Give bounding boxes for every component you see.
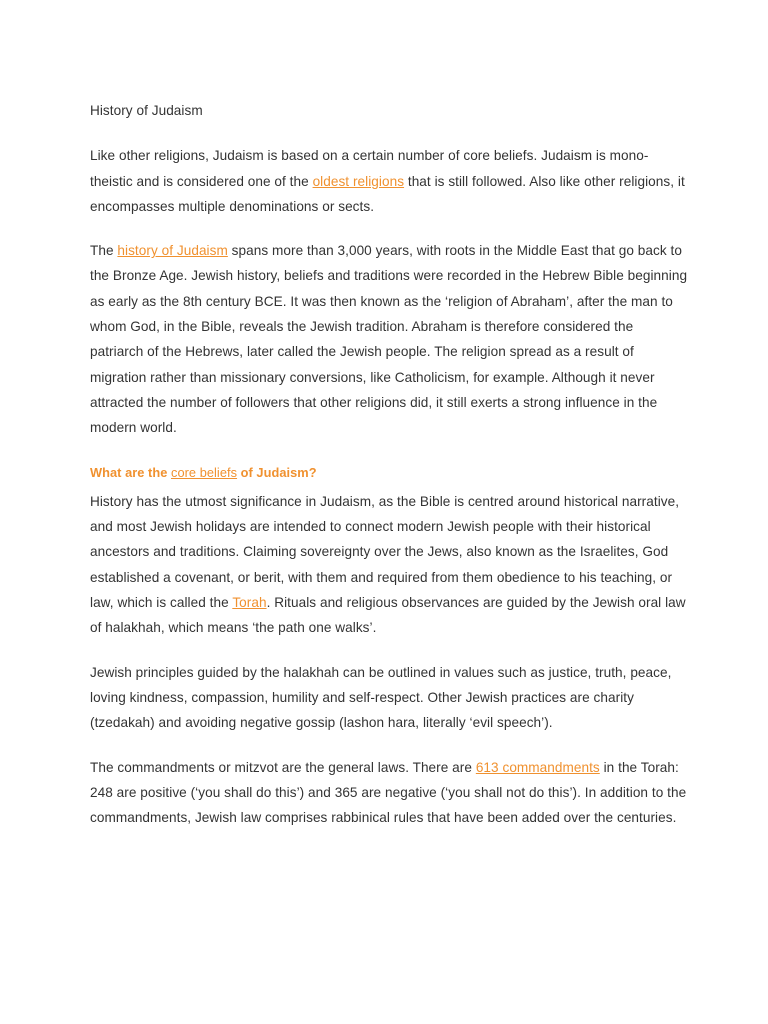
document-title: History of Judaism [90,103,203,118]
paragraph-text: in the Torah: 248 are positive (‘you shall do this’) and 365 are negative (‘you shall not do this’). In addition to the commandments, Jewish law comprises rabbinical rules that have been added over the centuries. [90,759,687,826]
paragraph-text: . Rituals and religious observances are guided by the Jewish oral law of halakhah, which means ‘the path one walks’. [90,595,686,636]
link-oldest-religions[interactable]: oldest religions [312,173,405,189]
paragraph-principles [90,660,690,736]
link-core-beliefs[interactable]: core beliefs [171,464,238,480]
document-body [90,98,690,849]
paragraph-commandments [90,755,690,831]
paragraph-text: that is still followed. Also like other religions, it encompasses multiple denominations or sects. [90,173,685,214]
paragraph-significance [90,489,690,641]
paragraph-history [90,238,690,440]
paragraph-text: Like other religions, Judaism is based on a certain number of core beliefs. Judaism is mono-theistic and is considered one of the [90,148,649,189]
section-heading-core-beliefs [90,460,690,485]
link-torah[interactable]: Torah [232,595,267,611]
heading-text: What are the [90,464,171,480]
heading-text: of Judaism? [237,464,317,480]
paragraph-text: History has the utmost significance in Judaism, as the Bible is centred around historical narrative, and most Jewish holidays are intended to connect modern Jewish people with their historical ancestors and traditions. Claiming sovereignty over the Jews, also known as the Israelites, God established a covenant, or berit, with them and required from them obedience to his teaching, or law, which is called the [90,493,680,611]
paragraph-text: The [90,243,118,259]
paragraph-text: The commandments or mitzvot are the general laws. There are [90,759,476,775]
paragraph-intro [90,143,690,219]
paragraph-text: Jewish principles guided by the halakhah can be outlined in values such as justice, truth, peace, loving kindness, compassion, humility and self-respect. Other Jewish practices are charity (tzedakah) and avoiding negative gossip (lashon hara, literally ‘evil speech’). [90,664,672,731]
link-history-of-judaism[interactable]: history of Judaism [117,243,228,259]
paragraph-text: spans more than 3,000 years, with roots in the Middle East that go back to the Bronze Age. Jewish history, beliefs and traditions were recorded in the Hebrew Bible beginning as early as the 8th century BCE. It was then known as the ‘religion of Abraham’, after the man to whom God, in the Bible, reveals the Jewish tradition. Abraham is therefore considered the patriarch of the Hebrews, later called the Jewish people. The religion spread as a result of migration rather than missionary conversions, like Catholicism, for example. Although it never attracted the number of followers that other religions did, it still exerts a strong influence in the modern world. [90,243,688,436]
link-613-commandments[interactable]: 613 commandments [475,759,600,775]
